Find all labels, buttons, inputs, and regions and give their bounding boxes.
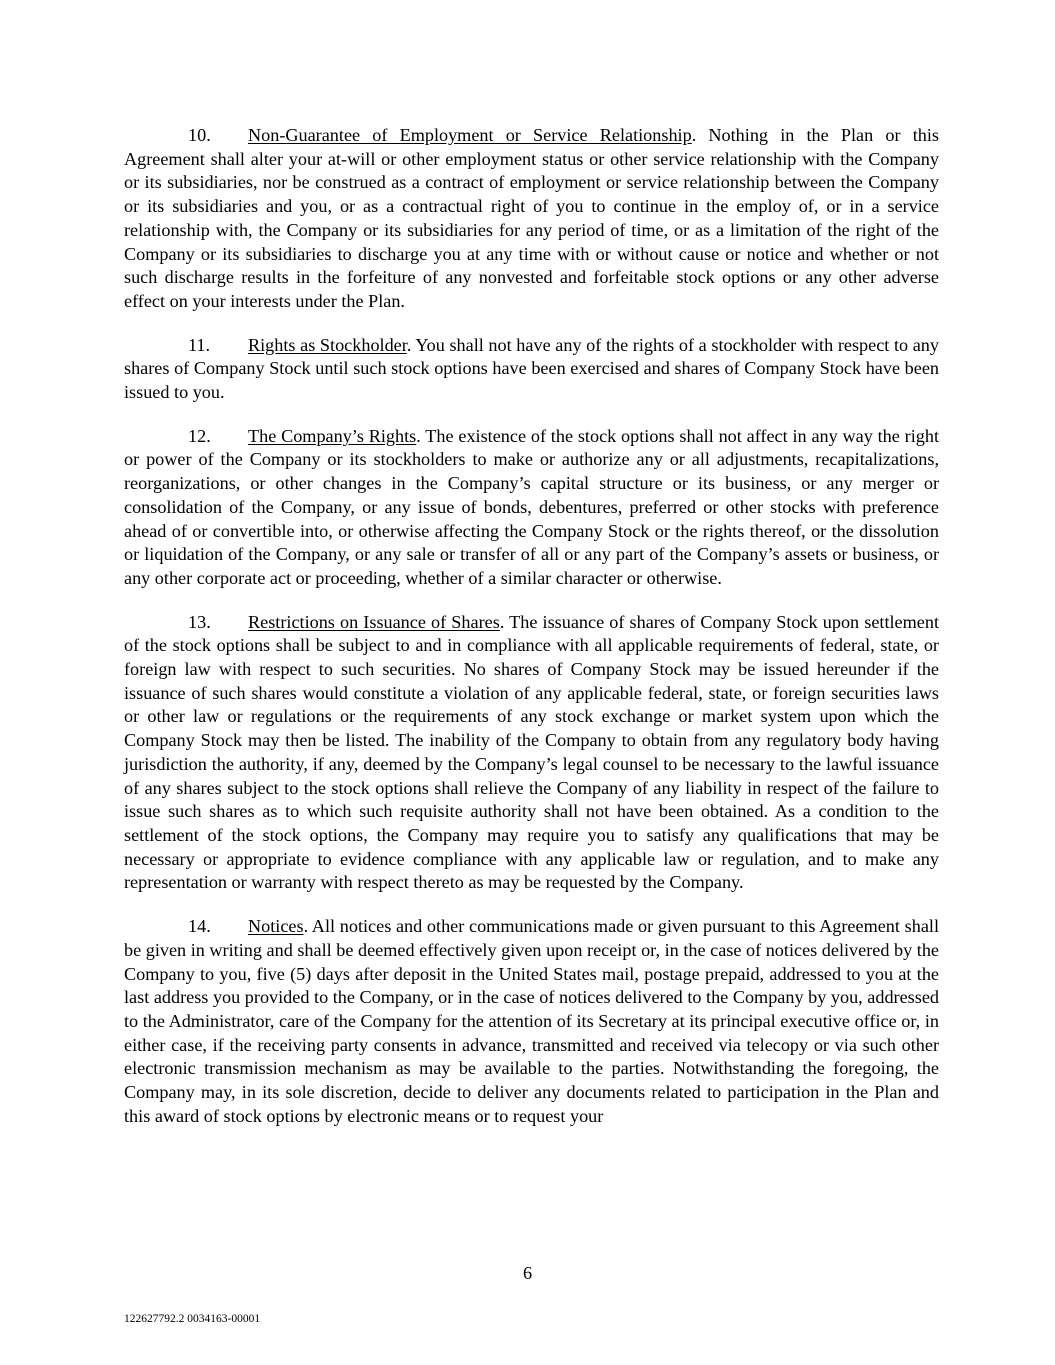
section-11 [124,334,939,405]
section-number: 14. [188,916,211,937]
section-number: 11. [188,334,211,355]
section-12 [124,425,939,591]
section-body: . The issuance of shares of Company Stock upon settlement of the stock options shall be subject to and in compliance with all applicable requirements of federal, state, or foreign law with respect to such securities. No shares of Company Stock may be issued hereunder if the issuance of such shares would constitute a violation of any applicable federal, state, or foreign securities laws or other law or regulations or the requirements of any stock exchange or market system upon which the Company Stock may then be listed. The inability of the Company to obtain from any regulatory body having jurisdiction the authority, if any, deemed by the Company’s legal counsel to be necessary to the lawful issuance of any shares subject to the stock options shall relieve the Company of any liability in respect of the failure to issue such shares as to which such requisite authority shall not have been obtained. As a condition to the settlement of the stock options, the Company may require you to satisfy any qualifications that may be necessary or appropriate to evidence compliance with any applicable law or regulation, and to make any representation or warranty with respect thereto as may be requested by the Company. [124,611,939,893]
section-body: . All notices and other communications made or given pursuant to this Agreement shall be given in writing and shall be deemed effectively given upon receipt or, in the case of notices delivered by the Company to you, five (5) days after deposit in the United States mail, postage prepaid, addressed to you at the last address you provided to the Company, or in the case of notices delivered to the Company by you, addressed to the Administrator, care of the Company for the attention of its Secretary at its principal executive office or, in either case, if the receiving party consents in advance, transmitted and received via telecopy or via such other electronic transmission mechanism as may be available to the parties. Notwithstanding the foregoing, the Company may, in its sole discretion, decide to deliver any documents related to participation in the Plan and this award of stock options by electronic means or to request your [124,916,939,1126]
section-body: . Nothing in the Plan or this Agreement shall alter your at-will or other employment status or other service relationship with the Company or its subsidiaries, nor be construed as a contract of employment or service relationship between the Company or its subsidiaries and you, or as a contractual right of you to continue in the employ of, or in a service relationship with, the Company or its subsidiaries for any period of time, or as a limitation of the right of the Company or its subsidiaries to discharge you at any time with or without cause or notice and whether or not such discharge results in the forfeiture of any nonvested and forfeitable stock options or any other adverse effect on your interests under the Plan. [124,125,939,311]
section-14 [124,915,939,1128]
section-body: . You shall not have any of the rights of a stockholder with respect to any shares of Company Stock until such stock options have been exercised and shares of Company Stock have been issued to you. [124,334,939,403]
section-10 [124,124,939,314]
section-number: 12. [188,425,211,446]
section-body: . The existence of the stock options shall not affect in any way the right or power of the Company or its stockholders to make or authorize any or all adjustments, recapitalizations, reorganizations, or other changes in the Company’s capital structure or its business, or any merger or consolidation of the Company, or any issue of bonds, debentures, preferred or other stocks with preference ahead of or convertible into, or otherwise affecting the Company Stock or the rights thereof, or the dissolution or liquidation of the Company, or any sale or transfer of all or any part of the Company’s assets or business, or any other corporate act or proceeding, whether of a similar character or otherwise. [124,425,939,588]
document-id: 122627792.2 0034163-00001 [124,1313,261,1325]
page-number: 6 [522,1263,533,1283]
document-body [124,124,939,1148]
section-heading: The Company’s Rights [248,425,417,446]
section-number: 13. [188,611,211,632]
section-number: 10. [188,125,211,145]
section-heading: Non-Guarantee of Employment or Service Relationship [248,125,692,145]
section-13 [124,611,939,895]
section-heading: Notices [248,916,304,937]
section-heading: Restrictions on Issuance of Shares [248,611,500,632]
section-heading: Rights as Stockholder [248,334,407,355]
